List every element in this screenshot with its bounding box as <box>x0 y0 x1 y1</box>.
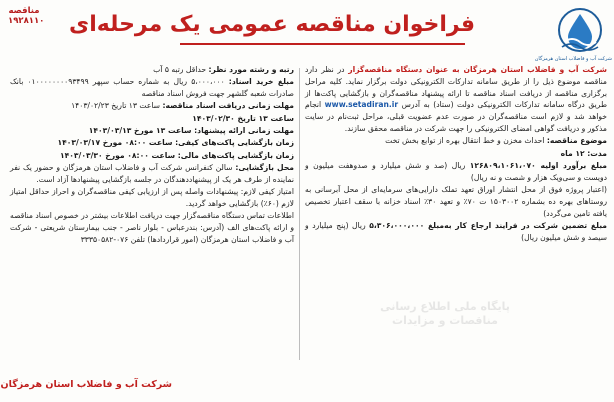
venue-label: محل بازگشایی: <box>235 162 294 172</box>
page-title: فراخوان مناقصه عمومی یک مرحله‌ای <box>69 12 475 37</box>
guarantee-label: مبلغ تضمین شرکت در فرایند ارجاع کار به‌مبلغ ۵،۳۰۶،۰۰۰،۰۰۰ <box>369 220 608 230</box>
duration-text: مدت: ۱۲ ماه <box>560 148 607 158</box>
quality-paragraph: امتیاز کیفی لازم: پیشنهادات واصله پس از ارزیابی کیفی مناقصه‌گران و احراز حداقل امتیاز لازم (۶۰٪) بازگشایی خواهد گردید. <box>10 186 294 208</box>
logo-caption: شرکت آب و فاضلاب استان هرمزگان <box>534 56 612 62</box>
badge-number: ۱۹۲۸۱۱۰ <box>8 16 45 26</box>
rank-paragraph <box>10 64 294 76</box>
open-price-label: زمان بازگشایی پاکت‌های مالی: <box>177 150 294 160</box>
doc-deadline-text: ساعت ۱۳ تاریخ ۱۴۰۳/۰۲/۲۳ <box>71 101 163 111</box>
estimate-paragraph <box>305 160 607 184</box>
footer-organization: شرکت آب و فاضلاب استان هرمزگان <box>0 379 172 390</box>
venue-text: سالن کنفرانس شرکت آب و فاضلاب استان هرمزگان و حضور یک نفر نماینده از طرف هر یک از پیشنهاددهندگان در جلسه بازگشایی پیشنهادها آزاد است. <box>10 162 294 184</box>
intro-lead: شرکت آب و فاضلاب استان هرمزگان به عنوان دستگاه مناقصه‌گزار <box>348 65 607 74</box>
open-quality-text: ساعت ۰۸:۰۰ مورخ ۱۴۰۳/۰۳/۱۷ <box>57 138 176 148</box>
doc-deadline-end: ساعت ۱۳ تاریخ ۱۴۰۳/۰۲/۳۰ <box>192 113 294 123</box>
doc-price-paragraph <box>10 76 294 100</box>
open-price-paragraph <box>10 150 294 162</box>
guarantee-paragraph <box>305 220 607 244</box>
column-divider <box>299 68 300 360</box>
water-company-logo-icon <box>550 6 610 62</box>
subject-paragraph <box>305 135 607 147</box>
rank-label: رتبه و رشته مورد نظر: <box>208 65 294 74</box>
doc-price-label: مبلغ خرید اسناد: <box>228 77 294 87</box>
submit-deadline-text: ساعت ۱۳ مورخ ۱۴۰۳/۰۳/۱۳ <box>88 125 195 135</box>
left-column <box>10 64 294 382</box>
open-quality-label: زمان بازگشایی پاکت‌های کیفی: <box>175 138 294 148</box>
subject-text: احداث مخزن و خط انتقال بهره از توابع بخش تخت <box>385 136 547 146</box>
submit-deadline-paragraph <box>10 125 294 137</box>
credit-paragraph: (اعتبار پروژه فوق از محل انتشار اوراق تعهد تملک دارایی‌های سرمایه‌ای از محل آبرسانی به روستاهای بهره ده بشماره ۱۵۰۳۰۰۲ ت ۷۰٪ و تعهد ۳۰٪ اسناد خزانه با سقف اعتبار تخصیص یافته تامین می‌گردد) <box>305 184 607 218</box>
doc-deadline-paragraph <box>10 100 294 112</box>
subject-label: موضوع مناقصه: <box>546 136 607 146</box>
intro-paragraph <box>305 64 607 135</box>
doc-deadline-label: مهلت زمانی دریافت اسناد مناقصه: <box>162 101 294 111</box>
notice-badge <box>8 6 45 26</box>
right-column <box>305 64 607 378</box>
estimate-text: ریال (صد و شش میلیارد و صدوهفت میلیون و دویست و سی‌ویک هزار و شصت و نه ریال) <box>305 160 607 182</box>
watermark-line2: مناقصات و مزایدات <box>392 314 498 327</box>
intro-text: در نظر دارد مناقصه موضوع ذیل را از طریق سامانه تدارکات الکترونیکی دولت برگزار نماید. کلیه مراحل برگزاری مناقصه از دریافت اسناد مناقصه تا ارائه پیشنهاد مناقصه‌گران و بازگشایی پاکت‌ها از طریق درگاه سامانه تدارکات الکترونیکی دولت (ستاد) به آدرس <box>305 65 607 110</box>
watermark-line1: پایگاه ملی اطلاع رسانی <box>380 300 510 313</box>
setad-link[interactable]: www.setadiran.ir <box>324 100 399 110</box>
doc-price-text: ۵،۰۰۰،۰۰۰ ریال به شماره حساب سپهر ۰۱۰۰۰۰۰۰۰۰۹۳۴۹۹ بانک صادرات شعبه گلشهر جهت فروش اسناد مناقصه <box>10 77 294 99</box>
venue-paragraph <box>10 162 294 186</box>
intro-tail: انجام خواهد شد و لازم است مناقصه‌گران در صورت عدم عضویت قبلی، مراحل ثبت‌نام در سایت مذکور و دریافت گواهی امضای الکترونیکی را جهت شرکت در مناقصه محقق سازند. <box>305 100 607 133</box>
title-underline <box>180 43 465 45</box>
rank-text: حداقل رتبه ۵ آب <box>153 65 209 74</box>
open-quality-paragraph <box>10 137 294 149</box>
badge-label: مناقصه <box>8 6 40 16</box>
submit-deadline-label: مهلت زمانی ارائه پیشنهاد: <box>194 125 294 135</box>
guarantee-text: ریال (پنج میلیارد و سیصد و شش میلیون ریال) <box>305 220 607 242</box>
open-price-text: ساعت ۰۸:۰۰ مورخ ۱۴۰۳/۰۳/۳۰ <box>60 150 178 160</box>
estimate-label: مبلغ برآورد اولیه ۱۲۶۸۰۹،۱۰۶۱،۰۷۰ <box>469 160 607 170</box>
contact-paragraph: اطلاعات تماس دستگاه مناقصه‌گزار جهت دریافت اطلاعات بیشتر در خصوص اسناد مناقصه و ارائه پاکت‌های الف (آدرس: بندرعباس - بلوار ناصر - جنب بیمارستان شریعتی - شرکت آب و فاضلاب استان هرمزگان (امور قراردادها) تلفن ۰۷۶-۳۳۳۵۰۵۸۲ <box>10 211 294 244</box>
